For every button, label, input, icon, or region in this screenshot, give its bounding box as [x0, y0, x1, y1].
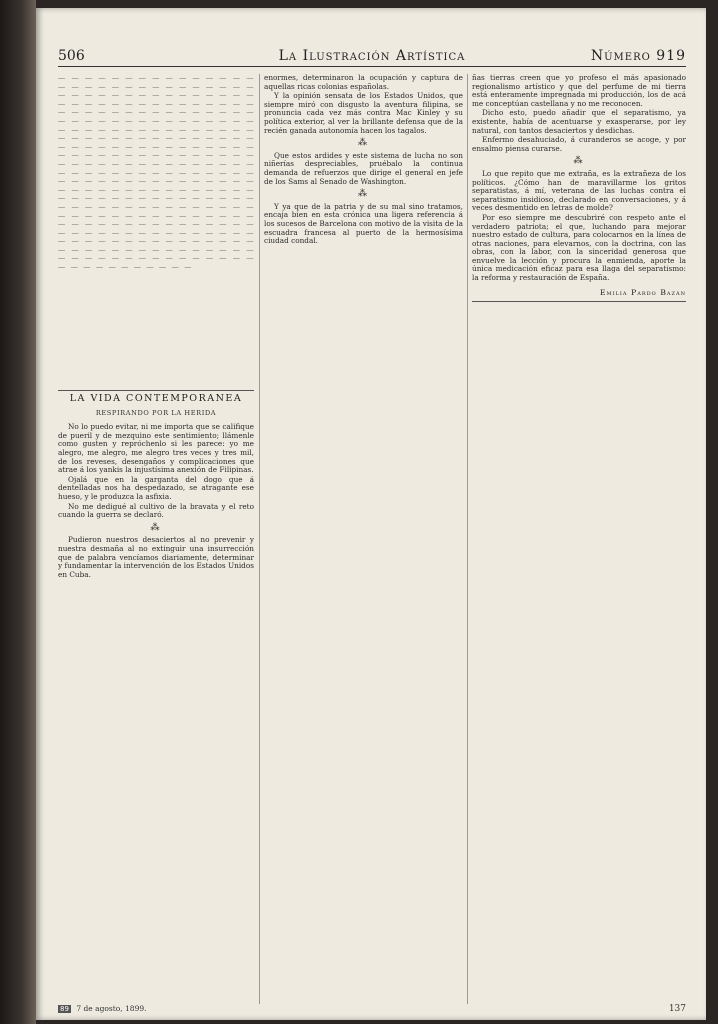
previous-article-end [58, 74, 254, 386]
section-title: LA VIDA CONTEMPORANEA [69, 393, 243, 404]
sheet-number: 137 [668, 1004, 686, 1014]
paragraph: No lo puedo evitar, ni me importa que se califique de pueril y de mezquino este sentimiento; llámenle como gusten y repróchenlo si les parece: yo me alegro, me alegro, me alegro tres veces y tres mil, de los reveses, desengaños y complicaciones que atrae á los yankis la injustísima anexión de Filipinas. [58, 422, 254, 475]
page-header [58, 42, 686, 66]
magazine-page [36, 8, 706, 1020]
continued-text: — — — — — — — — — — — — — — — — — — — — — — — — — — — — — — — — — — — — — — — — — — — — — — — — — — — — — — — — — — — — — — — — — — — — — — — — — — — — — — — — — — — — — — — — — — — — — — — — — — — — — — — — — — — — — — — — — — — — — — — — — — — — — — — — — — — — — — — — — — — — — — — — — — — — — — — — — — — — — — — — — — — — — — — — — — — — — — — — — — — — — — — — — — — — — — — — — — — — — — — — — — — — — — — — — — — — — — — — — — — — — — — — — — — — — — — — — — — — — — — — — — — — — — — — — — — — — — — — — — — — — — — — — — — — — — — — — — — — — — — — — — — — — — — — — — — — — — — — — — — — — — — — — — — — — — — — — — — — — — — — — — — — — — — — — — — — — — — — — — — — — [58, 74, 254, 272]
section-subtitle: RESPIRANDO POR LA HERIDA [95, 408, 217, 417]
section-separator: ⁂ [573, 156, 585, 167]
section-separator: ⁂ [358, 189, 369, 200]
paragraph: Por eso siempre me descubriré con respeto ante el verdadero patriota; el que, luchando para mejorar nuestro estado de cultura, para colocarnos en la línea de otras naciones, para elevarnos, con la doctrina, con las obras, con la labor, con la sinceridad generosa que envuelve la lección y procura la enmienda, aporte la única medicación eficaz para esa llaga del separatismo: la reforma y restauración de España. [472, 212, 686, 283]
paragraph: No me dedigué al cultivo de la bravata y el reto cuando la guerra se declaró. [58, 501, 254, 520]
footer-badge: 89 [60, 1005, 69, 1013]
page-footer [58, 1004, 686, 1018]
publication-title: La Ilustración Artística [278, 48, 466, 64]
section-separator: ⁂ [150, 522, 162, 533]
header-rule [58, 66, 686, 67]
book-spine [0, 0, 36, 1024]
section-separator: ⁂ [358, 138, 369, 149]
paragraph: Pudieron nuestros desaciertos al no prevenir y nuestra desmaña al no extinguir una insurrección que de palabra vencíamos diariamente, determinar y fundamentar la intervención de los Estados Unidos en Cuba. [58, 535, 254, 579]
paragraph: enormes, determinaron la ocupación y captura de aquellas ricas colonias españolas. [264, 74, 463, 91]
column-middle [264, 74, 463, 1008]
paragraph: Y ya que de la patria y de su mal sino tratamos, encaja bien en esta crónica una ligera referencia á los sucesos de Barcelona con motivo de la visita de la escuadra francesa al puerto de la hermosísima ciudad condal. [264, 201, 463, 246]
paragraph: Que estos ardides y este sistema de lucha no son niñerías despreciables, pruébalo la continua demanda de refuerzos que dirige el general en jefe de los Sams al Senado de Washington. [264, 150, 463, 186]
column-right [472, 74, 686, 1008]
author-signature: Emilia Pardo Bazán [599, 287, 686, 297]
paragraph: Enfermo desahuciado, á curanderos se acoge, y por ensalmo piensa curarse. [472, 135, 686, 153]
column-rule [259, 74, 260, 1004]
paragraph: Y la opinión sensata de los Estados Unidos, que siempre miró con disgusto la aventura filipina, se pronuncia cada vez más contra Mac Kinley y su política exterior, al ver la brillante defensa que de la recién ganada autonomía hacen los tagalos. [264, 91, 463, 135]
paragraph: Lo que repito que me extraña, es la extrañeza de los políticos. ¿Cómo han de maravillarme los gritos separatistas, á mí, veterana de las luchas contra el separatismo insidioso, declarado en conversaciones, y á veces desmentido en letras de molde? [472, 168, 686, 213]
page-number: 506 [58, 48, 85, 64]
column-left [58, 74, 254, 1008]
paragraph: Ojalá que en la garganta del dogo que á dentelladas nos ha despedazado, se atragante ese hueso, y le produzca la asfixia. [58, 474, 254, 501]
article-end-rule [472, 301, 686, 302]
paragraph: ñas tierras creen que yo profeso el más apasionado regionalismo artístico y que del perfume de mi tierra está enteramente impregnada mi producción, los de acá me conceptúan castellana y no me reconocen. [472, 74, 686, 108]
paragraph: Dicho esto, puedo añadir que el separatismo, ya existente, había de acentuarse y exasperarse, por ley natural, con tantos desaciertos y desdichas. [472, 108, 686, 135]
section-divider [58, 390, 254, 391]
column-rule [467, 74, 468, 1004]
issue-number: Número 919 [590, 48, 686, 64]
footer-date: 7 de agosto, 1899. [76, 1004, 147, 1013]
